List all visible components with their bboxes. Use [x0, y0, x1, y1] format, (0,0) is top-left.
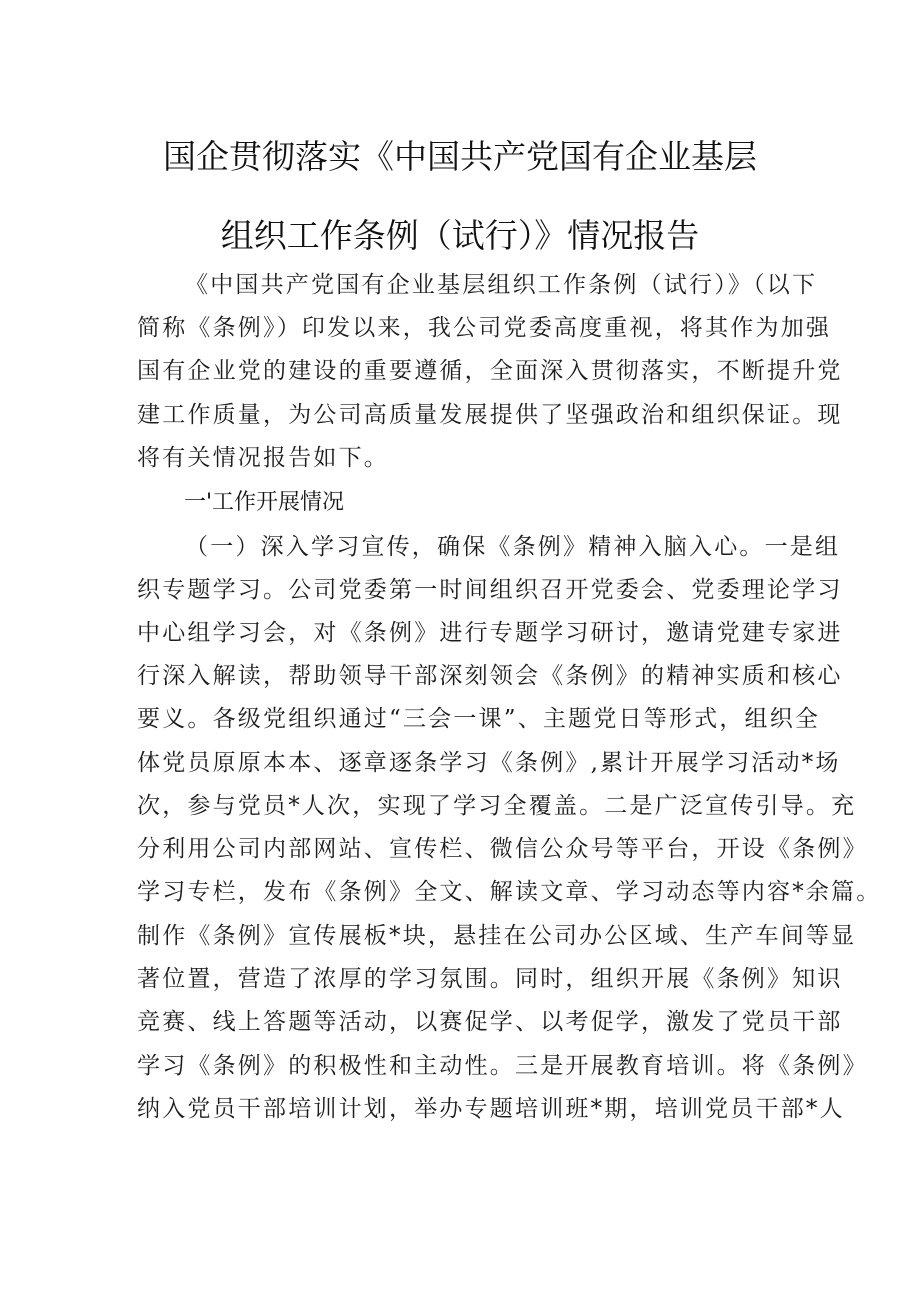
section-paragraph-line: 体党员原原本本、逐章逐条学习《条例》,累计开展学习活动*场 [137, 750, 841, 776]
section-heading: 一'工作开展情况 [184, 490, 345, 515]
document-title-line-2: 组织工作条例（试行）》情况报告 [220, 216, 700, 255]
section-paragraph-line: 学习《条例》的积极性和主动性。三是开展教育培训。将《条例》 [137, 1053, 868, 1079]
section-paragraph-line: 制作《条例》宣传展板*块，悬挂在公司办公区域、生产车间等显 [137, 923, 857, 949]
section-paragraph-line: 学习专栏，发布《条例》全文、解读文章、学习动态等内容*余篇。 [137, 879, 882, 905]
section-paragraph-line: 纳入党员干部培训计划，举办专题培训班*期，培训党员干部*人 [137, 1096, 845, 1122]
section-paragraph-line: 中心组学习会，对《条例》进行专题学习研讨，邀请党建专家进 [137, 620, 843, 646]
document-title-line-1: 国企贯彻落实《中国共产党国有企业基层 [163, 137, 757, 176]
section-paragraph-line: 竞赛、线上答题等活动，以赛促学、以考促学，激发了党员干部 [137, 1009, 843, 1035]
intro-paragraph-line: 《中国共产党国有企业基层组织工作条例（试行）》（以下 [185, 272, 818, 298]
section-paragraph-line: （一）深入学习宣传，确保《条例》精神入脑入心。一是组 [185, 534, 841, 560]
section-paragraph-line: 次，参与党员*人次，实现了学习全覆盖。二是广泛宣传引导。充 [137, 793, 857, 819]
section-paragraph-line: 著位置，营造了浓厚的学习氛围。同时，组织开展《条例》知识 [137, 966, 843, 992]
section-paragraph-line: 行深入解读，帮助领导干部深刻领会《条例》的精神实质和核心 [137, 663, 843, 689]
intro-paragraph-line: 将有关情况报告如下。 [137, 445, 389, 471]
intro-paragraph-line: 建工作质量，为公司高质量发展提供了坚强政治和组织保证。现 [137, 402, 843, 428]
section-paragraph-line: 要义。各级党组织通过“三会一课”、主题党日等形式，组织全 [137, 706, 821, 732]
section-paragraph-line: 分利用公司内部网站、宣传栏、微信公众号等平台，开设《条例》 [137, 836, 868, 862]
intro-paragraph-line: 国有企业党的建设的重要遵循，全面深入贯彻落实，不断提升党 [137, 358, 843, 384]
section-paragraph-line: 织专题学习。公司党委第一时间组织召开党委会、党委理论学习 [137, 577, 843, 603]
intro-paragraph-line: 简称《条例》）印发以来，我公司党委高度重视，将其作为加强 [137, 315, 832, 341]
